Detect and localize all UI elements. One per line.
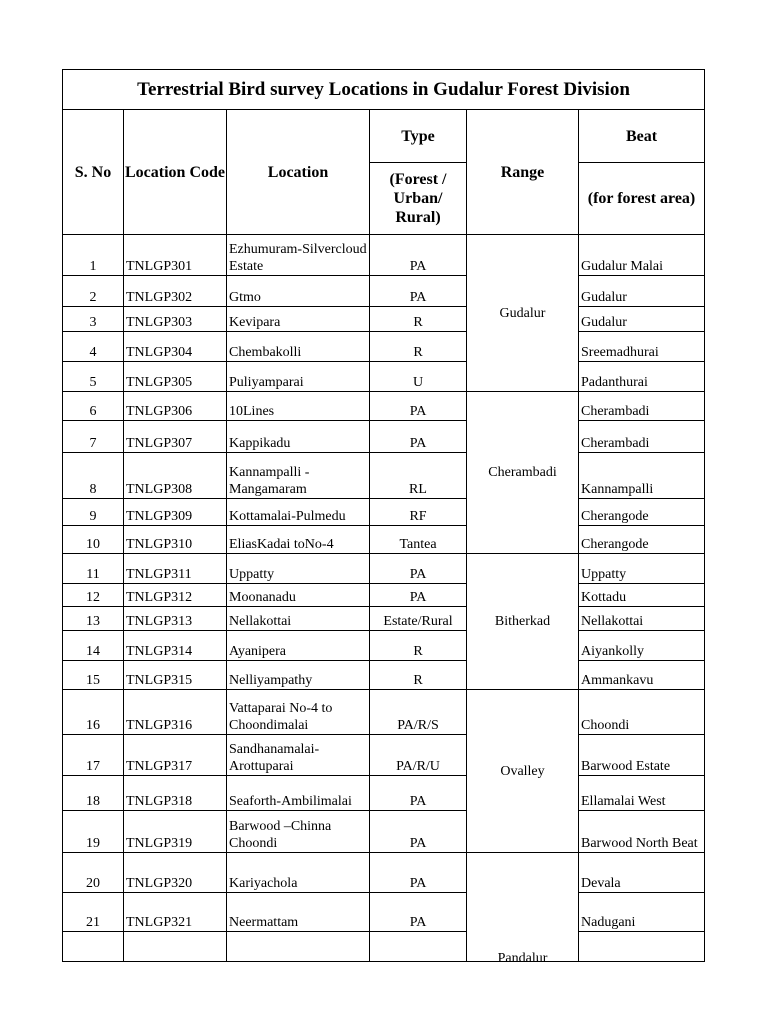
row-beat: Padanthurai <box>579 362 705 392</box>
row-sno: 10 <box>63 526 124 554</box>
row-beat: Nellakottai <box>579 607 705 631</box>
table-row <box>63 276 705 307</box>
row-type: R <box>370 661 467 690</box>
survey-table <box>62 69 705 966</box>
header-type-sub: (Forest / Urban/ Rural) <box>370 163 467 235</box>
row-location: Kappikadu <box>227 421 370 453</box>
row-beat: Gudalur <box>579 276 705 307</box>
range-cell <box>467 235 579 392</box>
row-location-code: TNLGP310 <box>124 526 227 554</box>
row-location: Ezhumuram-Silvercloud Estate <box>227 235 370 276</box>
table-row <box>63 735 705 776</box>
table-row <box>63 776 705 811</box>
row-location <box>227 932 370 962</box>
row-location-code: TNLGP304 <box>124 332 227 362</box>
row-location-code: TNLGP311 <box>124 554 227 584</box>
table-row <box>63 392 705 421</box>
row-beat: Gudalur Malai <box>579 235 705 276</box>
row-location-code: TNLGP301 <box>124 235 227 276</box>
table-title: Terrestrial Bird survey Locations in Gudalur Forest Division <box>63 70 705 110</box>
row-location: EliasKadai toNo-4 <box>227 526 370 554</box>
row-location-code: TNLGP316 <box>124 690 227 735</box>
row-sno: 17 <box>63 735 124 776</box>
row-type: RF <box>370 499 467 526</box>
row-location-code: TNLGP312 <box>124 584 227 607</box>
row-location-code: TNLGP308 <box>124 453 227 499</box>
row-type: PA/R/U <box>370 735 467 776</box>
range-cell <box>467 690 579 853</box>
row-sno: 2 <box>63 276 124 307</box>
table-row <box>63 526 705 554</box>
row-beat: Barwood Estate <box>579 735 705 776</box>
row-sno: 8 <box>63 453 124 499</box>
row-location: Nellakottai <box>227 607 370 631</box>
row-type: PA <box>370 276 467 307</box>
row-type: PA <box>370 235 467 276</box>
row-location: Ayanipera <box>227 631 370 661</box>
table-row <box>63 421 705 453</box>
row-location-code: TNLGP317 <box>124 735 227 776</box>
row-location-code: TNLGP320 <box>124 853 227 893</box>
row-type: PA <box>370 584 467 607</box>
row-type: PA <box>370 853 467 893</box>
row-beat: Nadugani <box>579 893 705 932</box>
row-sno: 14 <box>63 631 124 661</box>
row-location-code: TNLGP315 <box>124 661 227 690</box>
header-location-code: Location Code <box>124 110 227 235</box>
row-location: 10Lines <box>227 392 370 421</box>
row-beat: Gudalur <box>579 307 705 332</box>
table-row <box>63 932 705 962</box>
row-sno: 20 <box>63 853 124 893</box>
row-location-code: TNLGP314 <box>124 631 227 661</box>
row-location-code: TNLGP321 <box>124 893 227 932</box>
row-sno: 7 <box>63 421 124 453</box>
row-sno: 16 <box>63 690 124 735</box>
row-location: Uppatty <box>227 554 370 584</box>
row-location-code: TNLGP319 <box>124 811 227 853</box>
header-type: Type <box>370 110 467 163</box>
header-row-1 <box>63 110 705 163</box>
table-row <box>63 453 705 499</box>
table-row <box>63 332 705 362</box>
header-beat-sub: (for forest area) <box>579 163 705 235</box>
row-sno: 1 <box>63 235 124 276</box>
row-location: Gtmo <box>227 276 370 307</box>
row-location: Puliyamparai <box>227 362 370 392</box>
header-range: Range <box>467 110 579 235</box>
row-type: PA <box>370 392 467 421</box>
row-location-code: TNLGP309 <box>124 499 227 526</box>
row-location-code: TNLGP306 <box>124 392 227 421</box>
range-name: Bitherkad <box>494 614 551 629</box>
row-type: PA <box>370 554 467 584</box>
row-location: Seaforth-Ambilimalai <box>227 776 370 811</box>
range-name: Gudalur <box>499 305 546 321</box>
row-sno: 21 <box>63 893 124 932</box>
header-beat: Beat <box>579 110 705 163</box>
table-row <box>63 307 705 332</box>
row-beat <box>579 932 705 962</box>
row-beat: Cherambadi <box>579 421 705 453</box>
row-beat: Kottadu <box>579 584 705 607</box>
row-location-code: TNLGP302 <box>124 276 227 307</box>
range-cell <box>467 853 579 966</box>
table-row <box>63 499 705 526</box>
row-sno: 4 <box>63 332 124 362</box>
row-type: PA <box>370 811 467 853</box>
row-beat: Cherambadi <box>579 392 705 421</box>
row-beat: Barwood North Beat <box>579 811 705 853</box>
row-sno: 9 <box>63 499 124 526</box>
row-location: Vattaparai No-4 to Choondimalai <box>227 690 370 735</box>
row-type: RL <box>370 453 467 499</box>
row-sno: 18 <box>63 776 124 811</box>
row-beat: Uppatty <box>579 554 705 584</box>
survey-table-sheet <box>62 69 704 966</box>
title-row <box>63 70 705 110</box>
row-location: Moonanadu <box>227 584 370 607</box>
row-sno: 11 <box>63 554 124 584</box>
row-location: Barwood –Chinna Choondi <box>227 811 370 853</box>
row-beat: Choondi <box>579 690 705 735</box>
range-cell <box>467 554 579 690</box>
row-sno: 15 <box>63 661 124 690</box>
table-row <box>63 811 705 853</box>
header-location: Location <box>227 110 370 235</box>
row-type: PA/R/S <box>370 690 467 735</box>
header-sno: S. No <box>63 110 124 235</box>
row-type <box>370 932 467 962</box>
row-beat: Ammankavu <box>579 661 705 690</box>
table-row <box>63 607 705 631</box>
row-location: Kannampalli - Mangamaram <box>227 453 370 499</box>
range-name: Pandalur <box>497 951 548 966</box>
table-row <box>63 893 705 932</box>
table-row <box>63 362 705 392</box>
table-row <box>63 690 705 735</box>
row-sno: 3 <box>63 307 124 332</box>
row-type: Tantea <box>370 526 467 554</box>
row-location: Nelliyampathy <box>227 661 370 690</box>
row-beat: Aiyankolly <box>579 631 705 661</box>
row-beat: Cherangode <box>579 499 705 526</box>
row-location-code: TNLGP318 <box>124 776 227 811</box>
row-location-code: TNLGP303 <box>124 307 227 332</box>
range-name: Cherambadi <box>488 465 557 480</box>
row-beat: Cherangode <box>579 526 705 554</box>
row-sno: 5 <box>63 362 124 392</box>
row-type: R <box>370 332 467 362</box>
row-sno: 13 <box>63 607 124 631</box>
table-row <box>63 235 705 276</box>
row-type: PA <box>370 421 467 453</box>
range-cell <box>467 392 579 554</box>
range-name: Ovalley <box>500 763 545 779</box>
table-row <box>63 631 705 661</box>
row-sno: 19 <box>63 811 124 853</box>
row-location: Kariyachola <box>227 853 370 893</box>
row-location: Chembakolli <box>227 332 370 362</box>
table-row <box>63 661 705 690</box>
row-location: Neermattam <box>227 893 370 932</box>
row-location-code: TNLGP305 <box>124 362 227 392</box>
row-beat: Sreemadhurai <box>579 332 705 362</box>
row-location-code: TNLGP307 <box>124 421 227 453</box>
row-type: PA <box>370 776 467 811</box>
row-type: R <box>370 631 467 661</box>
row-type: PA <box>370 893 467 932</box>
table-row <box>63 853 705 893</box>
row-sno: 12 <box>63 584 124 607</box>
row-sno: 6 <box>63 392 124 421</box>
row-type: R <box>370 307 467 332</box>
row-location-code <box>124 932 227 962</box>
row-beat: Devala <box>579 853 705 893</box>
table-row <box>63 584 705 607</box>
row-type: Estate/Rural <box>370 607 467 631</box>
table-row <box>63 554 705 584</box>
row-location: Kottamalai-Pulmedu <box>227 499 370 526</box>
row-beat: Kannampalli <box>579 453 705 499</box>
row-beat: Ellamalai West <box>579 776 705 811</box>
row-type: U <box>370 362 467 392</box>
row-location: Sandhanamalai-Arottuparai <box>227 735 370 776</box>
row-location: Kevipara <box>227 307 370 332</box>
row-sno <box>63 932 124 962</box>
row-location-code: TNLGP313 <box>124 607 227 631</box>
